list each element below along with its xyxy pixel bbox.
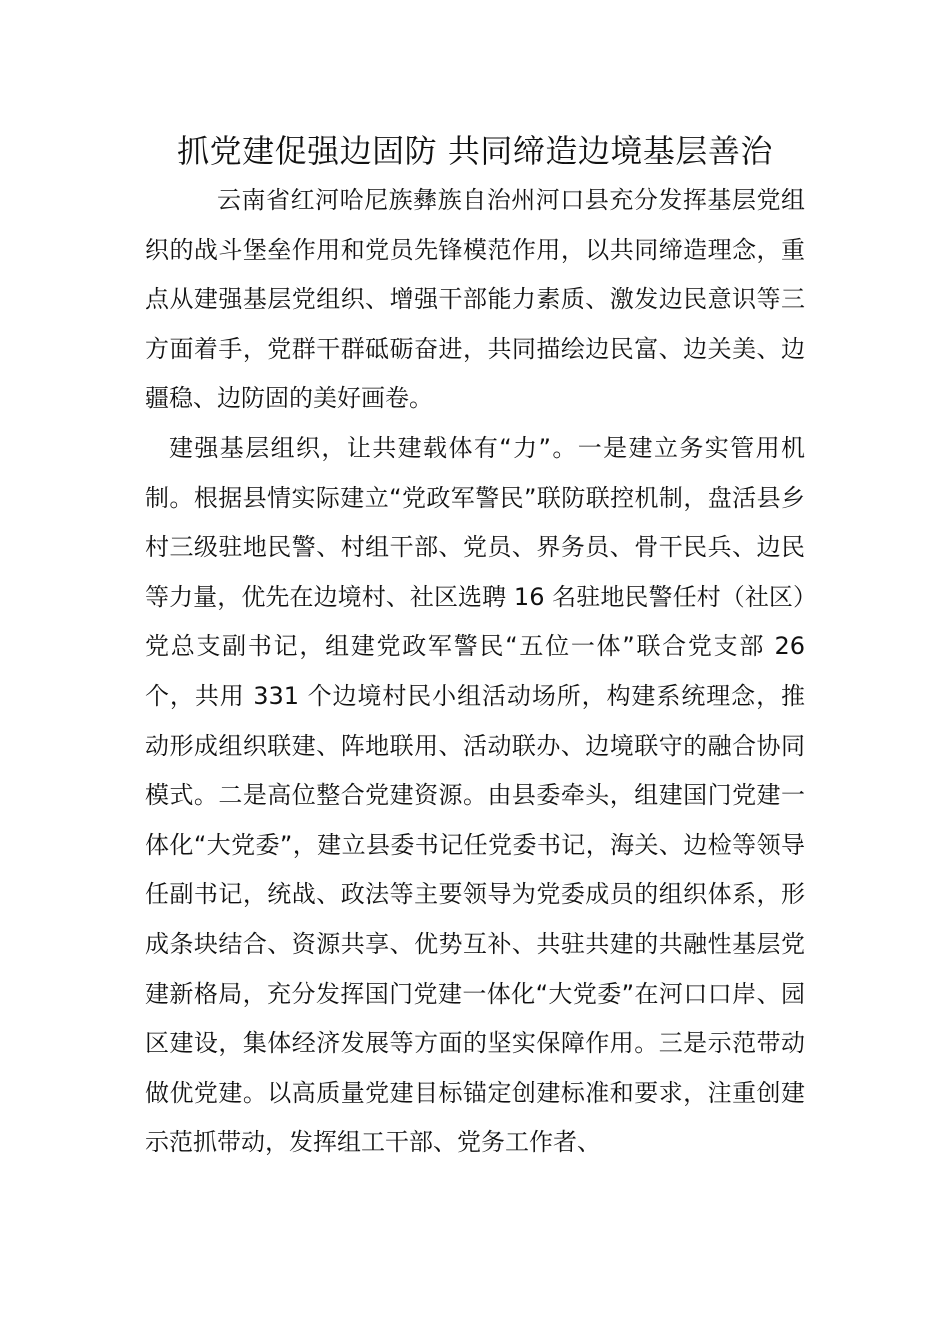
document-body xyxy=(145,176,805,1168)
document-title: 抓党建促强边固防 共同缔造边境基层善治 xyxy=(177,132,773,170)
paragraph-strengthen-organization: 建强基层组织，让共建载体有“力”。一是建立务实管用机制。根据县情实际建立“党政军警民”联防联控机制，盘活县乡村三级驻地民警、村组干部、党员、界务员、骨干民兵、边民等力量，优先在边境村、社区选聘 16 名驻地民警任村（社区）党总支副书记，组建党政军警民“五位一体”联合党支部 26 个，共用 331 个边境村民小组活动场所，构建系统理念，推动形成组织联建、阵地联用、活动联办、边境联守的融合协同模式。二是高位整合党建资源。由县委牵头，组建国门党建一体化“大党委”，建立县委书记任党委书记，海关、边检等领导任副书记，统战、政法等主要领导为党委成员的组织体系，形成条块结合、资源共享、优势互补、共驻共建的共融性基层党建新格局，充分发挥国门党建一体化“大党委”在河口口岸、园区建设，集体经济发展等方面的坚实保障作用。三是示范带动做优党建。以高质量党建目标锚定创建标准和要求，注重创建示范抓带动，发挥组工干部、党务工作者、 xyxy=(145,433,805,1157)
paragraph-intro: 云南省红河哈尼族彝族自治州河口县充分发挥基层党组织的战斗堡垒作用和党员先锋模范作用，以共同缔造理念，重点从建强基层党组织、增强干部能力素质、激发边民意识等三方面着手，党群干群砥砺奋进，共同描绘边民富、边关美、边疆稳、边防固的美好画卷。 xyxy=(145,186,805,413)
